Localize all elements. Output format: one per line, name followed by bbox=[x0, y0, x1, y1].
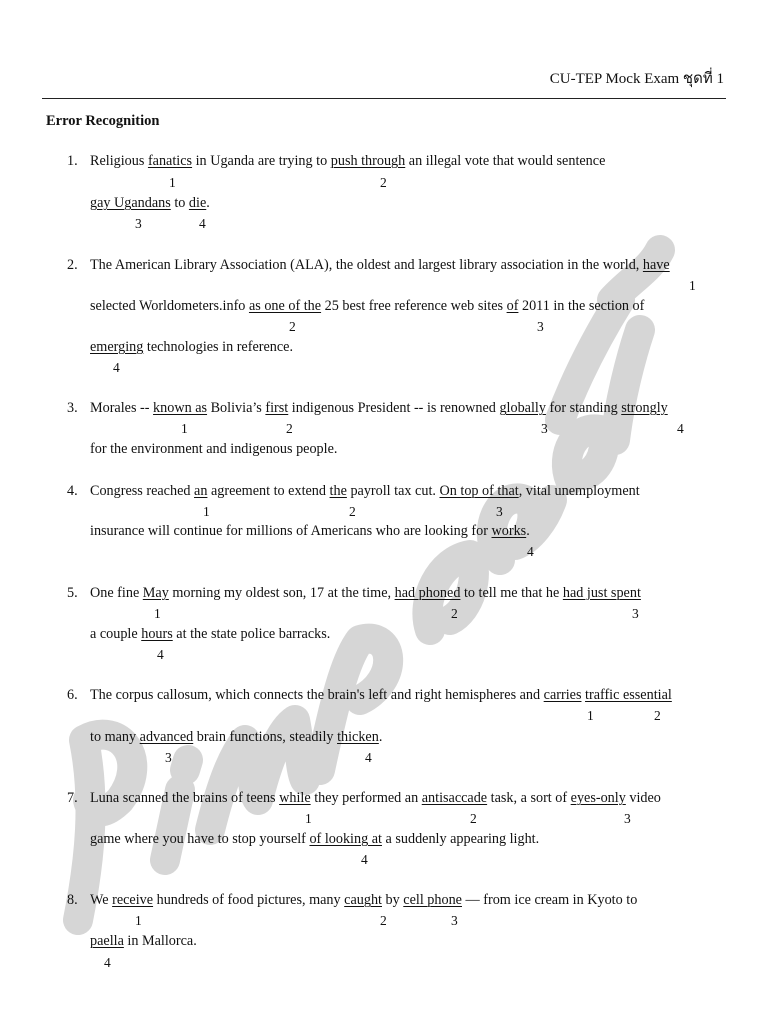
underlined-option-3[interactable]: cell phone bbox=[403, 892, 462, 908]
question-number: 8. bbox=[67, 892, 78, 908]
option-number-4: 4 bbox=[361, 852, 368, 867]
underlined-option-4[interactable]: of looking at bbox=[309, 831, 382, 847]
question-line: Luna scanned the brains of teens while they performed an antisaccade task, a sort of eyes-only video bbox=[90, 790, 661, 806]
question-number: 6. bbox=[67, 687, 78, 703]
page-header: CU-TEP Mock Exam ชุดที่ 1 bbox=[549, 71, 724, 87]
option-number-3: 3 bbox=[537, 319, 544, 334]
option-number-1: 1 bbox=[169, 175, 176, 190]
question-line: paella in Mallorca. bbox=[90, 933, 197, 949]
underlined-option-3[interactable]: had just spent bbox=[562, 585, 641, 601]
question-number: 5. bbox=[67, 585, 78, 601]
underlined-option-1[interactable]: have bbox=[642, 257, 670, 273]
option-number-4: 4 bbox=[527, 544, 534, 559]
option-number-2: 2 bbox=[289, 319, 296, 334]
underlined-option-1[interactable]: while bbox=[279, 790, 311, 806]
underlined-option-4[interactable]: strongly bbox=[621, 400, 668, 416]
option-number-3: 3 bbox=[541, 421, 548, 436]
underlined-option-1[interactable]: May bbox=[142, 585, 169, 601]
underlined-option-1[interactable]: known as bbox=[153, 400, 208, 416]
option-number-2: 2 bbox=[470, 811, 477, 826]
option-number-1: 1 bbox=[305, 811, 312, 826]
question-line: We receive hundreds of food pictures, many caught by cell phone — from ice cream in Kyoto to bbox=[90, 892, 638, 908]
underlined-option-1[interactable]: carries bbox=[543, 687, 582, 703]
question-line: One fine May morning my oldest son, 17 at the time, had phoned to tell me that he had just spent bbox=[90, 585, 641, 601]
question-line: The American Library Association (ALA), the oldest and largest library association in the world, have bbox=[90, 257, 670, 273]
option-number-3: 3 bbox=[632, 606, 639, 621]
question-line: Morales -- known as Bolivia’s first indigenous President -- is renowned globally for standing strongly bbox=[90, 400, 668, 416]
option-number-2: 2 bbox=[654, 708, 661, 723]
option-number-1: 1 bbox=[181, 421, 188, 436]
question-line: Religious fanatics in Uganda are trying to push through an illegal vote that would sentence bbox=[90, 153, 606, 169]
option-number-2: 2 bbox=[380, 175, 387, 190]
option-number-3: 3 bbox=[165, 750, 172, 765]
question-number: 1. bbox=[67, 153, 78, 169]
underlined-option-2[interactable]: traffic essential bbox=[585, 687, 672, 703]
question-line: insurance will continue for millions of Americans who are looking for works. bbox=[90, 523, 530, 539]
underlined-option-2[interactable]: first bbox=[265, 400, 289, 416]
underlined-option-2[interactable]: the bbox=[329, 483, 347, 499]
question-line: selected Worldometers.info as one of the 25 best free reference web sites of 2011 in the section of bbox=[90, 298, 645, 314]
question-line: for the environment and indigenous people. bbox=[90, 441, 338, 457]
question-line: Congress reached an agreement to extend the payroll tax cut. On top of that, vital unemployment bbox=[90, 483, 640, 499]
question-line: to many advanced brain functions, steadily thicken. bbox=[90, 729, 383, 745]
option-number-3: 3 bbox=[624, 811, 631, 826]
option-number-3: 3 bbox=[496, 504, 503, 519]
underlined-option-4[interactable]: die bbox=[188, 195, 207, 211]
underlined-option-4[interactable]: paella bbox=[90, 933, 124, 949]
option-number-3: 3 bbox=[451, 913, 458, 928]
question-number: 4. bbox=[67, 483, 78, 499]
option-number-2: 2 bbox=[349, 504, 356, 519]
question-line: The corpus callosum, which connects the brain's left and right hemispheres and carries traffic essential bbox=[90, 687, 672, 703]
option-number-2: 2 bbox=[451, 606, 458, 621]
underlined-option-2[interactable]: as one of the bbox=[248, 298, 322, 314]
underlined-option-2[interactable]: had phoned bbox=[394, 585, 461, 601]
underlined-option-3[interactable]: globally bbox=[499, 400, 546, 416]
option-number-1: 1 bbox=[689, 278, 696, 293]
option-number-4: 4 bbox=[365, 750, 372, 765]
option-number-3: 3 bbox=[135, 216, 142, 231]
option-number-4: 4 bbox=[199, 216, 206, 231]
option-number-4: 4 bbox=[113, 360, 120, 375]
underlined-option-4[interactable]: works bbox=[491, 523, 527, 539]
option-number-1: 1 bbox=[154, 606, 161, 621]
underlined-option-3[interactable]: eyes-only bbox=[570, 790, 626, 806]
underlined-option-2[interactable]: push through bbox=[330, 153, 406, 169]
underlined-option-1[interactable]: fanatics bbox=[147, 153, 193, 169]
underlined-option-3[interactable]: advanced bbox=[139, 729, 194, 745]
question-number: 3. bbox=[67, 400, 78, 416]
underlined-option-3[interactable]: of bbox=[506, 298, 519, 314]
question-number: 2. bbox=[67, 257, 78, 273]
underlined-option-2[interactable]: antisaccade bbox=[421, 790, 488, 806]
option-number-4: 4 bbox=[677, 421, 684, 436]
question-line: gay Ugandans to die. bbox=[90, 195, 210, 211]
option-number-1: 1 bbox=[587, 708, 594, 723]
question-line: emerging technologies in reference. bbox=[90, 339, 294, 355]
option-number-4: 4 bbox=[157, 647, 164, 662]
underlined-option-1[interactable]: an bbox=[194, 483, 208, 499]
section-title: Error Recognition bbox=[46, 113, 160, 129]
option-number-1: 1 bbox=[135, 913, 142, 928]
question-number: 7. bbox=[67, 790, 78, 806]
option-number-2: 2 bbox=[286, 421, 293, 436]
question-line: a couple hours at the state police barracks. bbox=[90, 626, 331, 642]
underlined-option-3[interactable]: gay Ugandans bbox=[90, 195, 171, 211]
underlined-option-4[interactable]: hours bbox=[141, 626, 173, 642]
underlined-option-4[interactable]: thicken bbox=[337, 729, 379, 745]
option-number-4: 4 bbox=[104, 955, 111, 970]
underlined-option-2[interactable]: caught bbox=[344, 892, 382, 908]
underlined-option-3[interactable]: On top of that bbox=[439, 483, 519, 499]
underlined-option-4[interactable]: emerging bbox=[90, 339, 144, 355]
question-line: game where you have to stop yourself of looking at a suddenly appearing light. bbox=[90, 831, 540, 847]
header-divider bbox=[42, 98, 726, 99]
option-number-1: 1 bbox=[203, 504, 210, 519]
underlined-option-1[interactable]: receive bbox=[112, 892, 154, 908]
option-number-2: 2 bbox=[380, 913, 387, 928]
